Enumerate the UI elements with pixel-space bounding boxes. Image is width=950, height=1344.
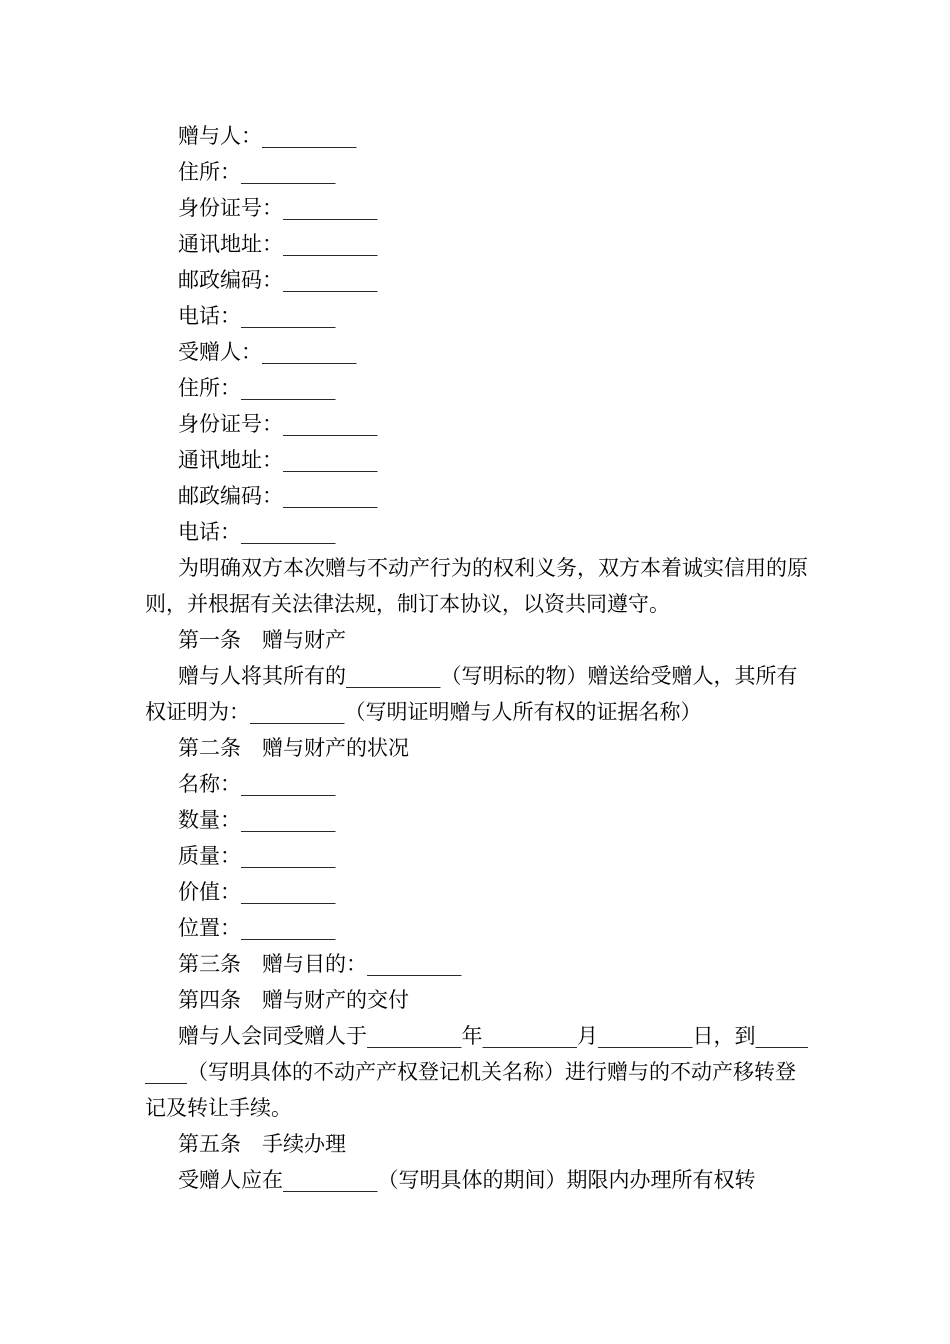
donor-name-line: 赠与人：_________: [178, 124, 357, 148]
property-quality-line: 质量：_________: [178, 844, 336, 868]
property-location-line: 位置：_________: [178, 916, 336, 940]
article-2-heading: 第二条 赠与财产的状况: [178, 736, 409, 760]
donee-name-line: 受赠人：_________: [178, 340, 357, 364]
article-5-body: 受赠人应在_________（写明具体的期间）期限内办理所有权转: [178, 1168, 756, 1192]
property-quantity-line: 数量：_________: [178, 808, 336, 832]
donee-address-line: 住所：_________: [178, 376, 336, 400]
article-1-heading: 第一条 赠与财产: [178, 628, 346, 652]
donor-mailing-address-line: 通讯地址：_________: [178, 232, 378, 256]
property-value-line: 价值：_________: [178, 880, 336, 904]
donor-address-line: 住所：_________: [178, 160, 336, 184]
preamble-paragraph: 为明确双方本次赠与不动产行为的权利义务，双方本着诚实信用的原则，并根据有关法律法规，制订本协议，以资共同遵守。: [145, 556, 808, 616]
article-5-heading: 第五条 手续办理: [178, 1132, 346, 1156]
donor-id-line: 身份证号：_________: [178, 196, 378, 220]
article-4-body: 赠与人会同受赠人于_________年_________月_________日，到_________（写明具体的不动产产权登记机关名称）进行赠与的不动产移转登记及转让手续。: [145, 1024, 808, 1120]
donee-phone-line: 电话：_________: [178, 520, 336, 544]
article-3-heading: 第三条 赠与目的：_________: [178, 952, 462, 976]
contract-body: [145, 118, 811, 1198]
donor-postcode-line: 邮政编码：_________: [178, 268, 378, 292]
donee-postcode-line: 邮政编码：_________: [178, 484, 378, 508]
donee-id-line: 身份证号：_________: [178, 412, 378, 436]
property-name-line: 名称：_________: [178, 772, 336, 796]
article-4-heading: 第四条 赠与财产的交付: [178, 988, 409, 1012]
donee-mailing-address-line: 通讯地址：_________: [178, 448, 378, 472]
article-1-body: 赠与人将其所有的_________（写明标的物）赠送给受赠人，其所有权证明为：_________（写明证明赠与人所有权的证据名称）: [145, 664, 798, 724]
donor-phone-line: 电话：_________: [178, 304, 336, 328]
